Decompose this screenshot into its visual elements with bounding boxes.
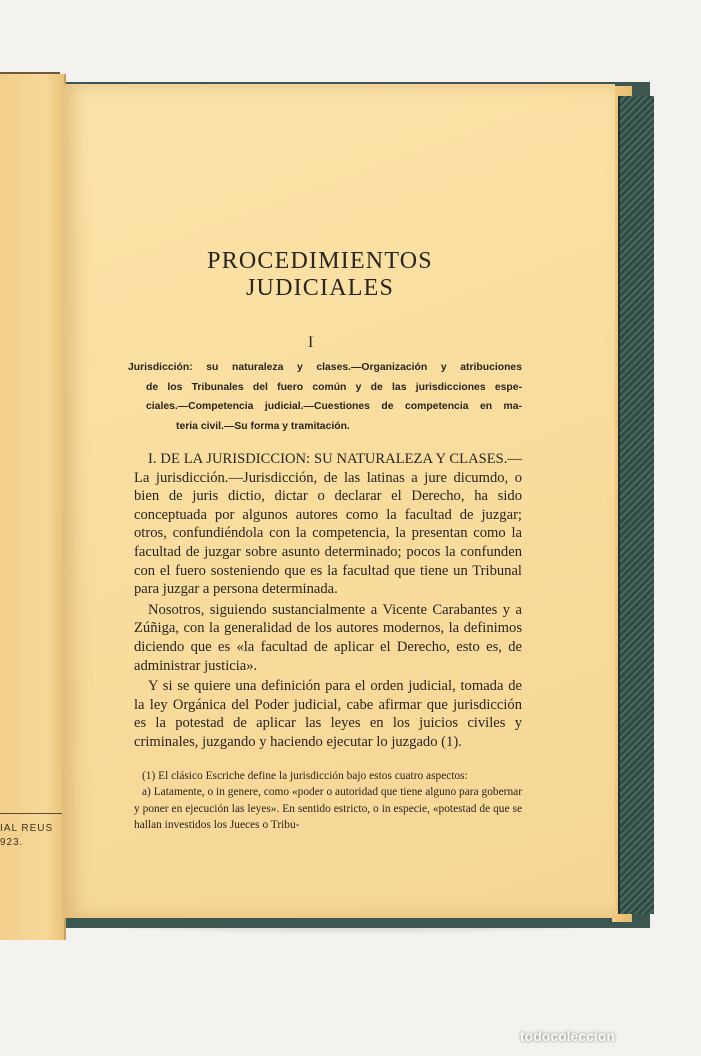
summary-line: teria civil.—Su forma y tramitación. [176, 420, 350, 432]
left-page-rule [0, 813, 62, 814]
imprint-line: 923. [0, 837, 24, 848]
paragraph: Y si se quiere una definición para el orden judicial, tomada de la ley Orgánica del Poder judicial, cabe afirmar que jurisdicción es la potestad de aplicar las leyes en los juicios civiles y criminales, juzgando y haciendo ejecutar lo juzgado (1). [134, 678, 522, 750]
paragraph: Nosotros, siguiendo sustancialmente a Vicente Carabantes y a Zúñiga, con la generalidad de los autores modernos, la definimos diciendo que es «la facultad de aplicar el Derecho, esto es, de administrar justicia». [134, 601, 522, 674]
body-text [134, 450, 522, 754]
imprint-line: IAL REUS [0, 823, 54, 834]
chapter-summary [128, 358, 522, 436]
book-spine [618, 96, 654, 914]
left-page [0, 74, 66, 940]
page-title: PROCEDIMIENTOS JUDICIALES [207, 248, 433, 301]
footnote [134, 768, 522, 834]
section-number: I [308, 334, 314, 351]
summary-line: de los Tribunales del fuero común y de las jurisdicciones espe- [146, 381, 522, 393]
watermark-logo: todocoleccion [520, 1028, 615, 1044]
footnote-line: a) Latamente, o in genere, como «poder o autoridad que tiene alguno para gobernar y poner en ejecución las leyes». En sentido estricto, o in especie, «potestad de que se hallan investidos los Jueces o Tribu- [134, 786, 522, 832]
left-page-imprint [0, 822, 60, 850]
footnote-line: (1) El clásico Escriche define la jurisdicción bajo estos cuatro aspectos: [142, 770, 468, 782]
paragraph: I. DE LA JURISDICCION: SU NATURALEZA Y CLASES.—La jurisdicción.—Jurisdicción, de las latinas a jure dicumdo, o bien de juris dictio, dictar o declarar el Derecho, ha sido conceptuada por algunos autores como la facultad de juzgar; otros, confundiéndola con la competencia, la presentan como la facultad de juzgar sobre asunto determinado; pocos la confunden con el fuero sosteniendo que es la facultad que tiene un Tribunal para juzgar a persona determinada. [134, 451, 522, 598]
summary-line: ciales.—Competencia judicial.—Cuestiones de competencia en ma- [146, 401, 522, 412]
summary-line: Jurisdicción: su naturaleza y clases.—Organización y atribuciones [128, 362, 522, 373]
